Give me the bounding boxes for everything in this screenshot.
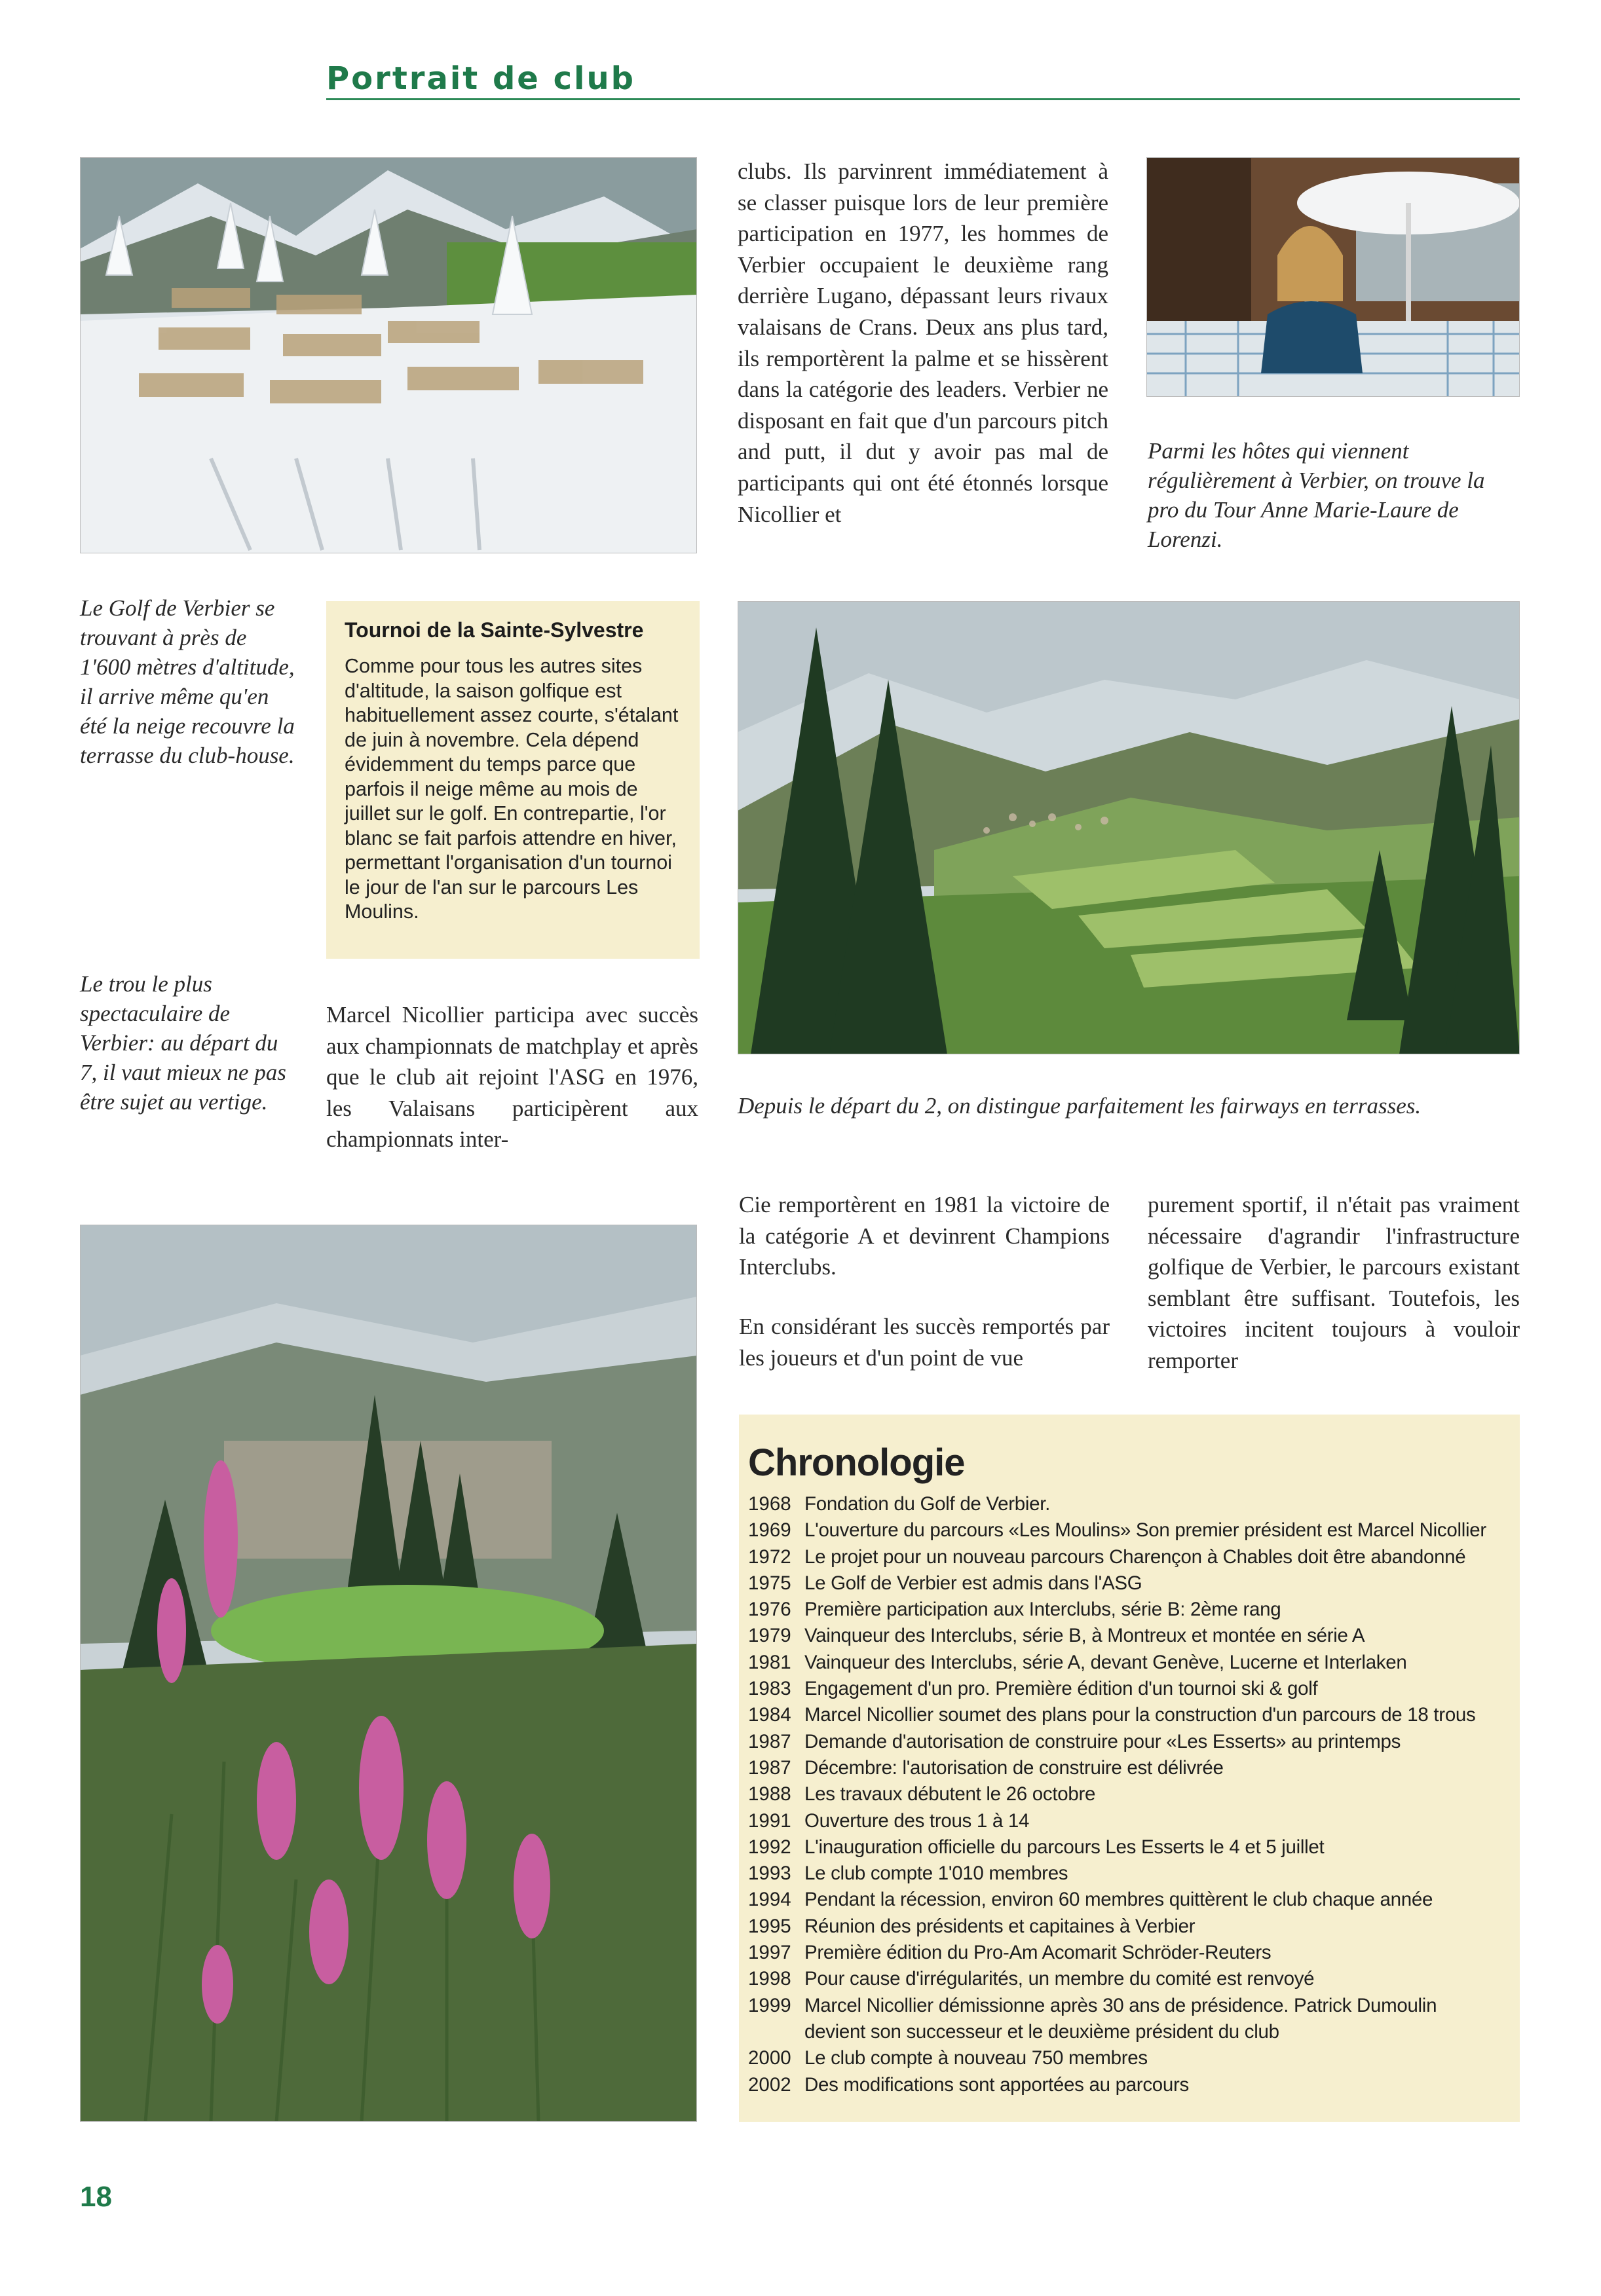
sidebar-body: Comme pour tous les autres sites d'altitude, la saison golfique est habituellement assez courte, s'étalant de juin à novembre. Cela dépend évidemment du temps parce que parfois il neige même au mois de juillet sur le golf. En contrepartie, l'or blanc se fait parfois attendre en hiver, permettant l'organisation d'un tournoi le jour de l'an sur le parcours Les Moulins. [345, 655, 679, 923]
article-text-mid-1: Cie remportèrent en 1981 la victoire de la catégorie A et devinrent Champions Interclubs. [739, 1192, 1110, 1280]
chronologie-entry: 1969 L'ouverture du parcours «Les Moulins» Son premier président est Marcel Nicollier [748, 1519, 1486, 1542]
chronologie-entry: 1999 Marcel Nicollier démissionne après 30 ans de présidence. Patrick Dumoulin devient son successeur et le deuxième président du club [748, 1994, 1437, 2043]
photo-hole7-flowers [80, 1225, 697, 2122]
chronologie-entry: 1976 Première participation aux Interclubs, série B: 2ème rang [748, 1599, 1281, 1621]
chronologie-entry: 2000 Le club compte à nouveau 750 membres [748, 2047, 1148, 2069]
caption-hole7: Le trou le plus spectaculaire de Verbier: au départ du 7, il vaut mieux ne pas être sujet au vertige. [80, 971, 286, 1115]
chronologie-title: Chronologie [748, 1441, 965, 1484]
photo-snowy-terrace [80, 157, 697, 553]
photo-pro-anne-marie-laure [1146, 157, 1520, 397]
chronologie-entry: 1998 Pour cause d'irrégularités, un membre du comité est renvoyé [748, 1968, 1315, 1990]
chronologie-entry: 1988 Les travaux débutent le 26 octobre [748, 1783, 1096, 1805]
chronologie-entry: 1975 Le Golf de Verbier est admis dans l'ASG [748, 1572, 1142, 1594]
chronologie-entry: 1997 Première édition du Pro-Am Acomarit Schröder-Reuters [748, 1942, 1271, 1964]
chronologie-entry: 2002 Des modifications sont apportées au parcours [748, 2073, 1189, 2096]
chronologie-entry: 1991 Ouverture des trous 1 à 14 [748, 1809, 1030, 1832]
chronologie-entry: 1983 Engagement d'un pro. Première édition d'un tournoi ski & golf [748, 1678, 1318, 1700]
sidebar-title: Tournoi de la Sainte-Sylvestre [345, 618, 644, 642]
photo-valley-fairways [738, 601, 1520, 1054]
chronologie-entry: 1981 Vainqueur des Interclubs, série A, devant Genève, Lucerne et Interlaken [748, 1651, 1407, 1673]
chronologie-entry: 1987 Décembre: l'autorisation de construire est délivrée [748, 1756, 1224, 1779]
article-text-top: clubs. Ils parvinrent immédiatement à se classer puisque lors de leur première participation en 1977, les hommes de Verbier occupaient le deuxième rang derrière Lugano, dépassant leurs rivaux valaisans de Crans. Deux ans plus tard, ils remportèrent la palme et se hissèrent dans la catégorie des leaders. Verbier ne disposant en fait que d'un parcours pitch and putt, il dut y avoir pas mal de participants qui ont été étonnés lorsque Nicollier et [738, 158, 1108, 527]
page-number: 18 [80, 2181, 112, 2213]
chronologie-entry: 1972 Le projet pour un nouveau parcours Charençon à Chables doit être abandonné [748, 1546, 1466, 1568]
caption-pro: Parmi les hôtes qui viennent régulièrement à Verbier, on trouve la pro du Tour Anne Marie-Laure de Lorenzi. [1148, 438, 1485, 552]
chronologie-entry: 1979 Vainqueur des Interclubs, série B, à Montreux et montée en série A [748, 1625, 1365, 1647]
header-rule [326, 98, 1520, 100]
chronologie-entry: 1995 Réunion des présidents et capitaines à Verbier [748, 1915, 1196, 1937]
chronologie-entry: 1984 Marcel Nicollier soumet des plans pour la construction d'un parcours de 18 trous [748, 1704, 1476, 1726]
article-text-left: Marcel Nicollier participa avec succès aux championnats de matchplay et après que le club ait rejoint l'ASG en 1976, les Valaisans participèrent aux championnats inter- [326, 1002, 698, 1153]
chronologie-entry: 1994 Pendant la récession, environ 60 membres quittèrent le club chaque année [748, 1889, 1433, 1911]
chronologie-entry: 1993 Le club compte 1'010 membres [748, 1862, 1068, 1885]
caption-fairways: Depuis le départ du 2, on distingue parfaitement les fairways en terrasses. [738, 1093, 1422, 1119]
chronologie-entry: 1992 L'inauguration officielle du parcours Les Esserts le 4 et 5 juillet [748, 1836, 1325, 1858]
chronologie-list [748, 1491, 1500, 2098]
article-text-right: purement sportif, il n'était pas vraiment nécessaire d'agrandir l'infrastructure golfique de Verbier, le parcours existant semblant être suffisant. Toutefois, les victoires incitent toujours à vouloir remporter [1148, 1192, 1520, 1373]
section-title: Portrait de club [326, 60, 636, 97]
chronologie-entry: 1987 Demande d'autorisation de construire pour «Les Esserts» au printemps [748, 1730, 1401, 1752]
caption-snow: Le Golf de Verbier se trouvant à près de 1'600 mètres d'altitude, il arrive même qu'en été la neige recouvre la terrasse du club-house. [80, 595, 295, 768]
chronologie-entry: 1968 Fondation du Golf de Verbier. [748, 1493, 1051, 1515]
article-text-mid-2: En considérant les succès remportés par les joueurs et d'un point de vue [739, 1314, 1110, 1371]
sidebar-tournoi [326, 601, 700, 959]
chronologie-box [739, 1415, 1520, 2122]
